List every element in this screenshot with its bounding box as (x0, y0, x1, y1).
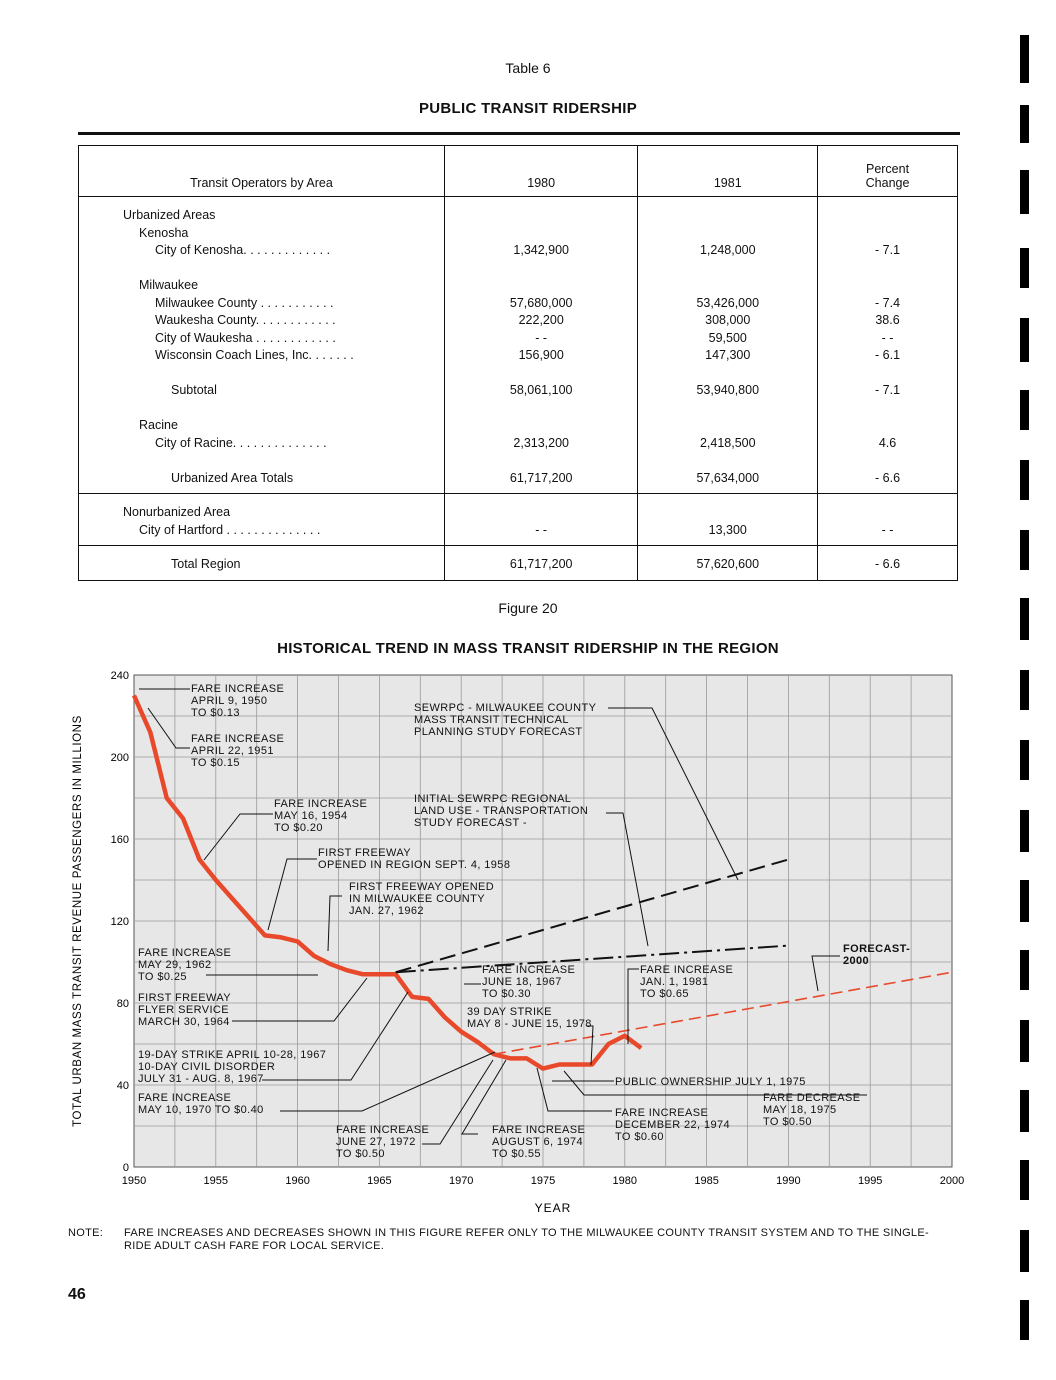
annotation-line: FARE INCREASE (191, 683, 285, 695)
margin-mark (1020, 1230, 1029, 1272)
annotation-line: JUNE 27, 1972 (336, 1136, 416, 1148)
y-tick-label: 0 (122, 1162, 129, 1174)
annotation-line: FARE INCREASE (640, 964, 734, 976)
row-label: Subtotal (171, 383, 217, 397)
table-group (79, 546, 958, 581)
x-tick-label: 1985 (694, 1175, 719, 1187)
header-operators: Transit Operators by Area (79, 146, 445, 197)
table-caption: Table 6 (505, 60, 551, 76)
row-label: Milwaukee County . . . . . . . . . . . (155, 295, 334, 310)
cell-1980: 1,342,900 (513, 243, 569, 257)
cell-percent-change (818, 260, 957, 278)
cell-percent-change: - - (881, 330, 894, 345)
cell-1980: 222,200 (518, 313, 564, 327)
cell-1981 (638, 504, 817, 522)
x-axis-label: YEAR (534, 1201, 572, 1215)
annotation-line: SEWRPC - MILWAUKEE COUNTY (414, 702, 597, 714)
margin-mark (1020, 318, 1029, 362)
annotation-line: TO $0.20 (274, 822, 323, 834)
cell-percent-change (818, 277, 957, 295)
header-percent-change: Percent Change (818, 146, 958, 197)
margin-mark (1020, 810, 1029, 852)
cell-1981 (638, 400, 817, 418)
cell-1981: 59,500 (708, 330, 747, 345)
cell-percent-change (818, 400, 957, 418)
row-label (79, 260, 444, 278)
margin-mark (1020, 530, 1029, 570)
annotation-line: FARE INCREASE (191, 733, 285, 745)
annotation-line: APRIL 22, 1951 (191, 745, 274, 757)
cell-1980: 57,680,000 (509, 295, 573, 310)
cell-1980: 61,717,200 (509, 557, 573, 571)
annotation-line: TO $0.50 (763, 1116, 812, 1128)
table-group (79, 197, 958, 494)
margin-mark (1020, 1300, 1029, 1340)
annotation-line: 19-DAY STRIKE APRIL 10-28, 1967 (138, 1049, 327, 1061)
cell-1980 (445, 400, 637, 418)
row-label: Milwaukee (139, 278, 199, 292)
x-tick-label: 1990 (776, 1175, 801, 1187)
x-tick-label: 1975 (530, 1175, 556, 1187)
annotation-line: FIRST FREEWAY (138, 992, 232, 1004)
cell-1980 (445, 207, 637, 225)
x-tick-label: 1995 (857, 1175, 883, 1187)
annotation-line: 2000 (843, 955, 870, 967)
annotation-line: STUDY FORECAST - (414, 817, 527, 829)
cell-1980 (445, 504, 637, 522)
row-label: City of Racine. . . . . . . . . . . . . . (155, 435, 327, 450)
y-axis-label: TOTAL URBAN MASS TRANSIT REVENUE PASSENGERS IN MILLIONS (72, 715, 84, 1127)
annotation-line: MASS TRANSIT TECHNICAL (414, 714, 569, 726)
x-tick-label: 1955 (203, 1175, 229, 1187)
ridership-table (78, 145, 958, 581)
margin-mark (1020, 670, 1029, 710)
cell-1981 (638, 417, 817, 435)
annotation-line: JULY 31 - AUG. 8, 1967 (138, 1073, 264, 1085)
cell-percent-change: - 6.6 (875, 470, 901, 485)
row-label: Waukesha County. . . . . . . . . . . . (155, 313, 336, 327)
annotation-line: TO $0.13 (191, 707, 240, 719)
annotation-line: FARE DECREASE (763, 1092, 861, 1104)
y-tick-label: 200 (110, 752, 129, 764)
cell-percent-change (818, 452, 957, 470)
y-tick-label: 80 (116, 998, 129, 1010)
margin-mark (1020, 950, 1029, 990)
cell-1981: 2,418,500 (699, 435, 756, 450)
annotation-line: FARE INCREASE (492, 1124, 586, 1136)
cell-1981: 53,940,800 (696, 383, 760, 397)
margin-mark (1020, 170, 1029, 214)
cell-percent-change: - 7.4 (875, 295, 901, 310)
annotation-line: TO $0.65 (640, 988, 689, 1000)
margin-mark (1020, 880, 1029, 922)
cell-percent-change: - - (881, 522, 894, 537)
annotation-line: TO $0.15 (191, 757, 240, 769)
y-tick-label: 240 (110, 670, 129, 682)
table-group (79, 494, 958, 546)
row-label: Racine (139, 418, 178, 432)
y-tick-label: 120 (110, 916, 129, 928)
annotation-line: FORECAST- (843, 943, 911, 955)
cell-1980 (445, 260, 637, 278)
cell-1981 (638, 452, 817, 470)
annotation-line: MAY 18, 1975 (763, 1104, 837, 1116)
cell-1981: 308,000 (705, 313, 751, 327)
table-top-rule (78, 132, 960, 135)
annotation-line: FIRST FREEWAY (318, 847, 412, 859)
x-tick-label: 1965 (367, 1175, 392, 1187)
annotation-line: TO $0.60 (615, 1131, 664, 1143)
row-label: Wisconsin Coach Lines, Inc. . . . . . . (155, 348, 354, 362)
y-tick-label: 160 (110, 834, 129, 846)
cell-1981 (638, 207, 817, 225)
annotation-line: FARE INCREASE (336, 1124, 430, 1136)
annotation-line: AUGUST 6, 1974 (492, 1136, 583, 1148)
cell-1980 (445, 365, 637, 383)
x-tick-label: 1980 (612, 1175, 638, 1187)
row-label: Total Region (171, 557, 241, 571)
cell-percent-change: - 7.1 (875, 243, 901, 257)
margin-mark (1020, 390, 1029, 430)
margin-mark (1020, 460, 1029, 500)
margin-mark (1020, 35, 1029, 83)
cell-percent-change (818, 225, 957, 243)
cell-percent-change: 38.6 (875, 313, 900, 327)
x-tick-label: 1960 (285, 1175, 310, 1187)
cell-1980: - - (535, 330, 548, 345)
margin-mark (1020, 105, 1029, 143)
cell-1980 (445, 277, 637, 295)
annotation-line: FIRST FREEWAY OPENED (349, 881, 495, 893)
table-title: PUBLIC TRANSIT RIDERSHIP (418, 100, 638, 117)
cell-1980: 58,061,100 (509, 383, 573, 397)
annotation-line: LAND USE - TRANSPORTATION (414, 805, 589, 817)
cell-1981: 1,248,000 (699, 243, 756, 257)
row-label: Urbanized Areas (123, 208, 216, 222)
cell-percent-change: - 6.1 (875, 348, 901, 362)
annotation-line: MAY 29, 1962 (138, 959, 212, 971)
annotation-line: IN MILWAUKEE COUNTY (349, 893, 485, 905)
annotation-line: MAY 10, 1970 TO $0.40 (138, 1104, 264, 1116)
cell-1980 (445, 417, 637, 435)
annotation-line: OPENED IN REGION SEPT. 4, 1958 (318, 859, 511, 871)
margin-mark (1020, 1020, 1029, 1062)
annotation-line: 39 DAY STRIKE (467, 1006, 552, 1018)
cell-1980 (445, 225, 637, 243)
cell-1981: 57,634,000 (696, 470, 760, 485)
cell-percent-change: - 7.1 (875, 383, 901, 397)
annotation-line: TO $0.30 (482, 988, 531, 1000)
cell-1981 (638, 260, 817, 278)
x-tick-label: 1970 (448, 1175, 474, 1187)
annotation-line: FARE INCREASE (138, 1092, 232, 1104)
x-tick-label: 1950 (121, 1175, 147, 1187)
header-1980: 1980 (444, 146, 637, 197)
annotation-line: DECEMBER 22, 1974 (615, 1119, 731, 1131)
note-label: NOTE: (68, 1227, 104, 1239)
annotation-line: FARE INCREASE (274, 798, 368, 810)
row-label (79, 400, 444, 418)
cell-percent-change (818, 504, 957, 522)
y-tick-label: 40 (116, 1080, 129, 1092)
annotation-line: JAN. 27, 1962 (349, 905, 424, 917)
annotation-line: PLANNING STUDY FORECAST (414, 726, 583, 738)
x-tick-label: 2000 (939, 1175, 965, 1187)
cell-1980 (445, 452, 637, 470)
cell-percent-change: 4.6 (878, 435, 897, 450)
chart-annotation (615, 1076, 806, 1088)
annotation-line: PUBLIC OWNERSHIP JULY 1, 1975 (615, 1076, 806, 1088)
margin-mark (1020, 248, 1029, 288)
cell-1981 (638, 365, 817, 383)
row-label: City of Kenosha. . . . . . . . . . . . . (155, 243, 331, 257)
header-1981: 1981 (638, 146, 818, 197)
page-number: 46 (68, 1286, 86, 1303)
row-label: Urbanized Area Totals (171, 470, 294, 485)
annotation-line: FARE INCREASE (615, 1107, 709, 1119)
annotation-line: FLYER SERVICE (138, 1004, 229, 1016)
annotation-line: JAN. 1, 1981 (640, 976, 709, 988)
row-label (79, 452, 444, 470)
annotation-line: INITIAL SEWRPC REGIONAL (414, 793, 572, 805)
cell-1981 (638, 277, 817, 295)
row-label: City of Waukesha . . . . . . . . . . . . (155, 330, 336, 345)
cell-1980: 2,313,200 (513, 435, 569, 450)
cell-1980: 156,900 (518, 348, 564, 362)
annotation-line: APRIL 9, 1950 (191, 695, 268, 707)
annotation-line: TO $0.55 (492, 1148, 541, 1160)
annotation-line: MAY 8 - JUNE 15, 1978 (467, 1018, 592, 1030)
annotation-line: JUNE 18, 1967 (482, 976, 562, 988)
row-label (79, 365, 444, 383)
margin-mark (1020, 598, 1029, 640)
chart-annotation (138, 992, 231, 1028)
cell-1981: 13,300 (708, 522, 747, 537)
cell-1980: - - (535, 522, 548, 537)
cell-1981: 53,426,000 (696, 295, 760, 310)
cell-percent-change (818, 207, 957, 225)
annotation-line: TO $0.50 (336, 1148, 385, 1160)
ridership-chart (0, 660, 1056, 1220)
margin-mark (1020, 740, 1029, 780)
margin-mark (1020, 1160, 1029, 1200)
row-label: City of Hartford . . . . . . . . . . . . . . (139, 522, 321, 537)
row-label: Nonurbanized Area (123, 505, 231, 519)
cell-1981 (638, 225, 817, 243)
cell-1981: 57,620,600 (696, 557, 760, 571)
note-text: FARE INCREASES AND DECREASES SHOWN IN THIS FIGURE REFER ONLY TO THE MILWAUKEE COUNTY TRANSIT SYSTEM AND TO THE SINGLE-RIDE ADULT CASH FARE FOR LOCAL SERVICE. (124, 1227, 929, 1252)
annotation-line: FARE INCREASE (482, 964, 576, 976)
cell-1981: 147,300 (705, 348, 751, 362)
annotation-line: FARE INCREASE (138, 947, 232, 959)
annotation-line: MARCH 30, 1964 (138, 1016, 230, 1028)
figure-caption: Figure 20 (498, 600, 558, 616)
cell-percent-change (818, 417, 957, 435)
cell-percent-change: - 6.6 (875, 557, 901, 571)
annotation-line: TO $0.25 (138, 971, 187, 983)
row-label: Kenosha (139, 225, 189, 240)
annotation-line: MAY 16, 1954 (274, 810, 348, 822)
annotation-line: 10-DAY CIVIL DISORDER (138, 1061, 276, 1073)
cell-percent-change (818, 365, 957, 383)
cell-1980: 61,717,200 (509, 470, 573, 485)
margin-mark (1020, 1090, 1029, 1132)
figure-title: HISTORICAL TREND IN MASS TRANSIT RIDERSHIP IN THE REGION (277, 640, 779, 657)
